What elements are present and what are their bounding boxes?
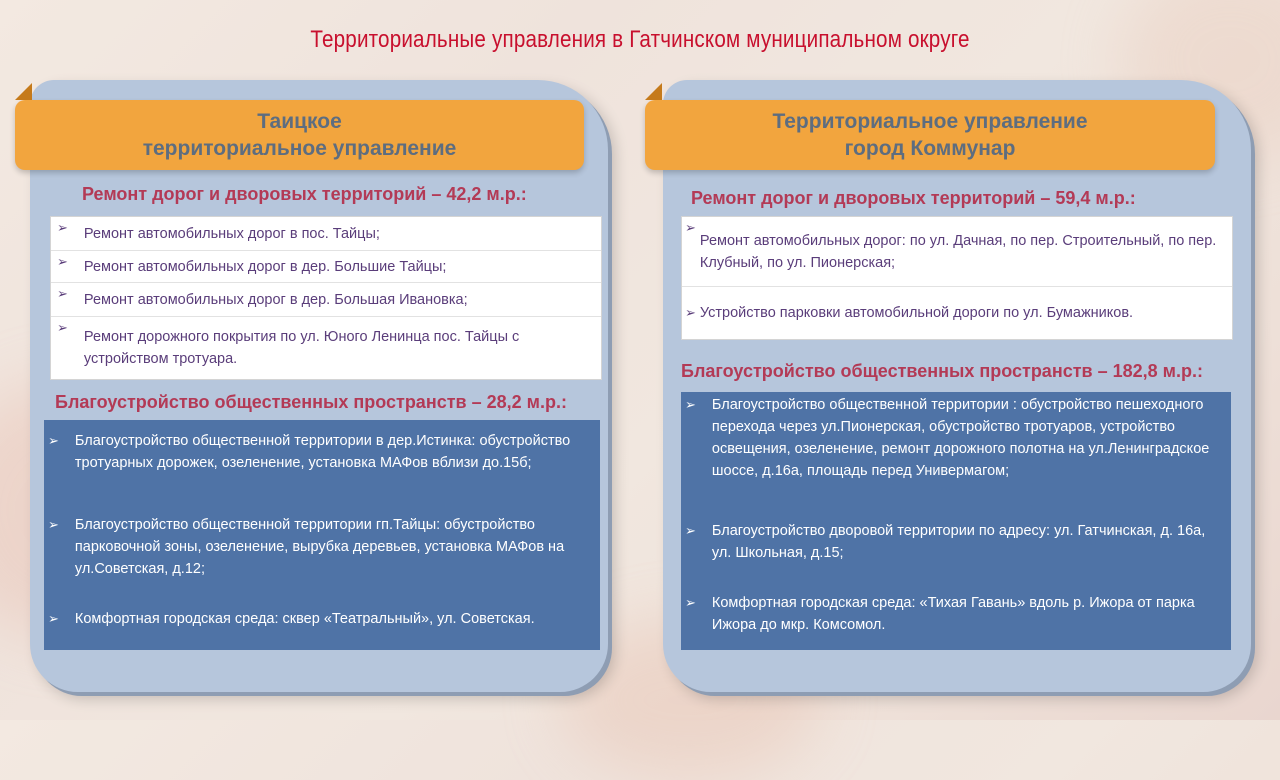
list-item-text: Благоустройство дворовой территории по адресу: ул. Гатчинская, д. 16а, ул. Школьная, д.15; [711, 523, 1206, 561]
bullet-arrow-icon: ➢ [57, 220, 68, 235]
bullet-arrow-icon: ➢ [685, 220, 696, 235]
left-roads-heading: Ремонт дорог и дворовых территорий – 42,2 м.р.: [82, 184, 527, 204]
list-item-text: Благоустройство общественной территории гп.Тайцы: обустройство парковочной зоны, озеленение, вырубка деревьев, установка МАФов на ул.Советская, д.12; [74, 517, 565, 577]
left-roads-list [50, 216, 602, 380]
list-item-text: Ремонт дорожного покрытия по ул. Юного Ленинца пос. Тайцы с устройством тротуара. [83, 329, 520, 367]
list-item [51, 317, 601, 379]
right-banner-line2: город Коммунар [844, 137, 1016, 160]
list-item-text: Благоустройство общественной территории в дер.Истинка: обустройство тротуарных дорожек, озеленение, установка МАФов вблизи до.15б; [74, 433, 571, 471]
bullet-arrow-icon: ➢ [48, 433, 59, 448]
bullet-arrow-icon: ➢ [685, 523, 696, 538]
right-roads-list [681, 216, 1233, 340]
list-item [685, 394, 1225, 482]
list-item [682, 287, 1232, 339]
bullet-arrow-icon: ➢ [685, 595, 696, 610]
left-banner-line2: территориальное управление [142, 137, 457, 160]
list-item [48, 514, 600, 580]
list-item [685, 520, 1225, 564]
bullet-arrow-icon: ➢ [48, 611, 59, 626]
left-banner [15, 100, 584, 170]
list-item [682, 217, 1232, 287]
left-public-list [44, 420, 600, 650]
list-item [51, 283, 601, 317]
list-item-text: Комфортная городская среда: сквер «Театральный», ул. Советская. [74, 611, 535, 627]
list-item-text: Ремонт автомобильных дорог в пос. Тайцы; [83, 225, 380, 242]
list-item-text: Ремонт автомобильных дорог в дер. Большая Ивановка; [83, 291, 468, 308]
bullet-arrow-icon: ➢ [57, 254, 68, 269]
list-item [48, 430, 600, 474]
page-title: Территориальные управления в Гатчинском муниципальном округе [310, 26, 970, 53]
bullet-arrow-icon: ➢ [57, 286, 68, 301]
list-item [51, 217, 601, 251]
right-banner [645, 100, 1215, 170]
right-public-list [681, 392, 1231, 650]
list-item-text: Комфортная городская среда: «Тихая Гавань» вдоль р. Ижора от парка Ижора до мкр. Комсомол. [711, 595, 1195, 633]
list-item-text: Устройство парковки автомобильной дороги по ул. Бумажников. [699, 305, 1134, 321]
left-banner-line1: Таицкое [257, 110, 342, 133]
list-item-text: Ремонт автомобильных дорог: по ул. Дачная, по пер. Строительный, по пер. Клубный, по ул. Пионерская; [699, 232, 1217, 271]
list-item [685, 592, 1225, 636]
right-roads-heading: Ремонт дорог и дворовых территорий – 59,4 м.р.: [691, 188, 1136, 208]
bullet-arrow-icon: ➢ [57, 320, 68, 335]
list-item [51, 251, 601, 283]
bullet-arrow-icon: ➢ [685, 305, 696, 320]
list-item [48, 608, 600, 630]
left-public-heading: Благоустройство общественных пространств – 28,2 м.р.: [55, 392, 567, 412]
list-item-text: Благоустройство общественной территории : обустройство пешеходного перехода через ул.Пионерская, обустройство тротуаров, устройство освещения, озеленение, ремонт дорожного полотна на ул.Ленинградское шоссе, д.16а, площадь перед Универмагом; [711, 397, 1210, 479]
bullet-arrow-icon: ➢ [48, 517, 59, 532]
list-item-text: Ремонт автомобильных дорог в дер. Большие Тайцы; [83, 258, 447, 275]
right-banner-line1: Территориальное управление [772, 110, 1088, 133]
right-public-heading: Благоустройство общественных пространств – 182,8 м.р.: [681, 361, 1203, 381]
bullet-arrow-icon: ➢ [685, 397, 696, 412]
